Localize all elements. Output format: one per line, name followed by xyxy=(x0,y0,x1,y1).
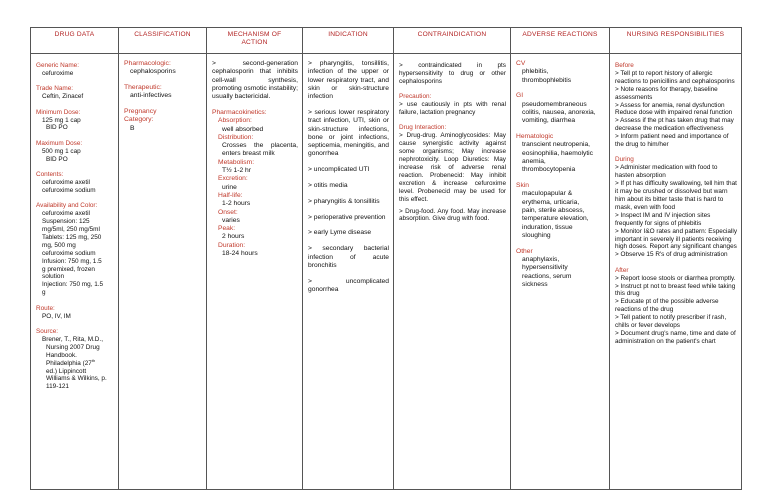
skin-line: maculopapular & xyxy=(522,190,573,198)
before-item: > Note reasons for therapy, baseline assessments xyxy=(615,85,718,101)
availability-line: Suspension: 125 xyxy=(42,218,90,226)
drug-interaction-label: Drug Interaction: xyxy=(399,124,447,132)
contents-label: Contents: xyxy=(36,171,64,179)
contraindication-cell xyxy=(394,54,511,490)
max-dose-line: BID PO xyxy=(46,155,68,163)
precaution-label: Precaution: xyxy=(399,93,432,101)
cv-line: thrombophlebitis xyxy=(522,76,572,84)
precaution-value: > use cautiously in pts with renal failure, lactation pregnancy xyxy=(399,101,506,117)
indication-cell xyxy=(303,54,394,490)
hematologic-label: Hematologic xyxy=(516,133,554,141)
excretion-label: Excretion: xyxy=(218,175,248,183)
hematologic-line: transcient neutropenia, xyxy=(522,141,591,149)
availability-line: g xyxy=(42,289,46,297)
other-line: hypersensitivity xyxy=(522,264,568,272)
availability-line: solution xyxy=(42,273,65,281)
mechanism-cell xyxy=(207,54,303,490)
absorption-label: Absorption: xyxy=(218,117,252,125)
indication-item: > uncomplicated gonorrhea xyxy=(308,277,389,293)
metabolism-value: T½ 1-2 hr xyxy=(222,167,251,175)
before-item: > Tell pt to report history of allergic reactions to penicillins and cephalosporins xyxy=(615,69,735,85)
half-life-value: 1-2 hours xyxy=(222,200,251,208)
source-line: ed.) Lippincott xyxy=(46,367,87,375)
source-edition-sup: th xyxy=(91,357,96,363)
during-item: > Administer medication with food to hasten absorption xyxy=(615,164,718,180)
skin-line: sloughing xyxy=(522,231,551,239)
availability-line: cefuroxime sodium xyxy=(42,249,96,257)
gi-line: vomiting, diarrhea xyxy=(522,117,576,125)
after-item: > Report loose stools or diarrhea promptly. xyxy=(615,274,736,282)
onset-label: Onset: xyxy=(218,208,238,216)
gi-label: GI xyxy=(516,92,524,100)
other-label: Other xyxy=(516,247,533,255)
header-row xyxy=(31,28,742,54)
source-edition: Philadelphia (27 xyxy=(46,359,92,367)
skin-line: induration, tissue xyxy=(522,223,573,231)
after-item: > Document drug's name, time and date of administration on the patient's chart xyxy=(615,330,736,345)
generic-name-value: cefuroxime xyxy=(42,69,74,77)
mechanism-summary: > second-generation cephalosporin that inhibits cell-wall synthesis, promoting osmotic instability; usually bactericidal. xyxy=(212,60,298,101)
before-item: > Inform patient need and importance of the drug to him/her xyxy=(615,133,729,149)
therapeutic-value: anti-infectives xyxy=(130,92,172,100)
onset-value: varies xyxy=(222,216,240,224)
availability-line: Infusion: 750 mg, 1.5 xyxy=(42,257,102,265)
source-line: Nursing 2007 Drug xyxy=(46,343,100,351)
duration-label: Duration: xyxy=(218,241,246,249)
other-line: anaphylaxis, xyxy=(522,255,560,263)
indication-item: > otitis media xyxy=(308,182,348,190)
therapeutic-label: Therapeutic: xyxy=(124,84,162,92)
availability-line: Tablets: 125 mg, 250 xyxy=(42,233,102,241)
availability-line: Injection: 750 mg, 1.5 xyxy=(42,281,104,289)
max-dose-label: Maximum Dose: xyxy=(36,139,83,147)
during-item: > Observe 15 R's of drug administration xyxy=(615,251,728,259)
during-item: > Monitor I&O rates and pattern: Especially important in severely ill patients receiving high doses. Report any significant changes xyxy=(615,227,738,251)
header-indication: INDICATION xyxy=(303,28,394,54)
half-life-label: Half-life: xyxy=(218,191,243,199)
route-value: PO, IV, IM xyxy=(42,312,71,320)
adverse-reactions-cell xyxy=(511,54,610,490)
header-adverse-reactions: ADVERSE REACTIONS xyxy=(511,28,610,54)
other-line: sickness xyxy=(522,280,548,288)
hematologic-line: anemia, xyxy=(522,157,546,165)
drug-data-cell xyxy=(31,54,119,490)
drug-food-value: > Drug-food. Any food. May increase absorption. Give drug with food. xyxy=(399,207,506,223)
peak-label: Peak: xyxy=(218,225,236,233)
during-item: > Inspect IM and IV injection sites frequently for signs of phlebitis xyxy=(615,211,711,227)
skin-line: erythema, urticaria, xyxy=(522,198,580,206)
source-label: Source: xyxy=(36,327,59,335)
availability-line: mg/5ml, 250 mg/5ml xyxy=(42,226,100,233)
route-label: Route: xyxy=(36,304,55,312)
cv-line: phlebitis, xyxy=(522,68,549,76)
skin-label: Skin xyxy=(516,182,530,190)
header-drug-data: DRUG DATA xyxy=(31,28,119,54)
max-dose-line: 500 mg 1 cap xyxy=(42,147,81,155)
generic-name-label: Generic Name: xyxy=(36,62,79,69)
source-line: 119-121 xyxy=(46,383,69,391)
contraindication-intro: > contraindicated in pts hypersensitivity to drug or other cephalosporins xyxy=(399,62,506,85)
before-label: Before xyxy=(615,62,634,69)
pregnancy-label: Pregnancy xyxy=(124,108,157,116)
pregnancy-label: Category: xyxy=(124,116,154,124)
pharmacologic-value: cephalosporins xyxy=(130,68,176,76)
after-item: > Tell patient to notify prescriber if rash, chills or fever develops xyxy=(615,314,727,330)
gi-line: pseudomembraneous xyxy=(522,100,587,108)
other-line: reactions, serum xyxy=(522,272,572,280)
before-item: > Assess for anemia, renal dysfunction xyxy=(615,101,725,109)
drug-study-table xyxy=(30,27,742,490)
before-item: > Assess if the pt has taken drug that may decrease the medication effectiveness xyxy=(615,117,734,133)
indication-item: > secondary bacterial infection of acute bronchitis xyxy=(308,245,389,269)
header-nursing-responsibilities: NURSING RESPONSIBILITIES xyxy=(610,28,742,54)
pregnancy-value: B xyxy=(130,124,135,132)
metabolism-label: Metabolism: xyxy=(218,158,255,166)
source-line xyxy=(36,357,114,368)
source-line: Brener, T., Rita, M.D., xyxy=(42,335,103,343)
indication-item: > pharyngitis & tonsillitis xyxy=(308,197,380,205)
source-line: Handbook. xyxy=(46,351,77,359)
availability-line: mg, 500 mg xyxy=(42,241,76,249)
distribution-value: Crosses the placenta, enters breast milk xyxy=(222,142,298,158)
before-item: Reduce dose with impaired renal function xyxy=(615,109,733,117)
hematologic-line: eosinophilia, haemolytic xyxy=(522,149,594,157)
header-contraindication: CONTRAINDICATION xyxy=(394,28,511,54)
drug-interaction-value: > Drug-drug. Aminoglycosides: May cause synergistic activity against some organisms; May increase nephrotoxicity. Loop Diuretics: May increase risk of adverse renal reaction. Probenecid: May inhibit excretion & increase cefuroxime level. Probenecid may be used for this effect. xyxy=(399,132,506,203)
cv-label: CV xyxy=(516,60,526,67)
min-dose-line: BID PO xyxy=(46,124,68,132)
availability-line: g premixed, frozen xyxy=(42,265,95,273)
indication-item: > uncomplicated UTI xyxy=(308,166,370,174)
distribution-label: Distribution: xyxy=(218,133,254,141)
peak-value: 2 hours xyxy=(222,233,245,241)
source-line: Williams & Wilkins, p. xyxy=(46,375,107,383)
during-label: During xyxy=(615,156,634,164)
availability-line: cefuroxime axetil xyxy=(42,210,90,218)
contents-line: cefuroxime sodium xyxy=(42,186,96,194)
trade-name-value: Ceftin, Zinacef xyxy=(42,93,84,101)
excretion-value: urine xyxy=(222,183,237,191)
header-mechanism: MECHANISM OF ACTION xyxy=(207,28,303,54)
after-item: > Instruct pt not to breast feed while taking this drug xyxy=(615,282,736,298)
pharmacokinetics-label: Pharmacokinetics: xyxy=(212,108,267,116)
after-label: After xyxy=(615,266,629,274)
after-item: > Educate pt of the possible adverse reactions of the drug xyxy=(615,298,719,314)
skin-line: pain, sterile abscess, xyxy=(522,206,585,214)
min-dose-line: 125 mg 1 cap xyxy=(42,116,81,124)
classification-cell xyxy=(119,54,207,490)
header-classification: CLASSIFICATION xyxy=(119,28,207,54)
duration-value: 18-24 hours xyxy=(222,250,258,258)
nursing-cell xyxy=(610,54,742,490)
skin-line: temperature elevation, xyxy=(522,215,589,223)
trade-name-label: Trade Name: xyxy=(36,85,74,93)
contents-line: cefuroxime axetil xyxy=(42,178,90,186)
indication-item: > serious lower respiratory tract infection, UTI, skin or skin-structure infections, bone or joint infections, septicemia, meningitis, and gonorrhea xyxy=(308,108,389,158)
content-row xyxy=(31,54,742,490)
hematologic-line: thrombocytopenia xyxy=(522,166,576,174)
min-dose-label: Minimum Dose: xyxy=(36,108,81,116)
gi-line: colitis, nausea, anorexia, xyxy=(522,108,596,116)
indication-item: > perioperative prevention xyxy=(308,213,386,221)
availability-label: Availability and Color: xyxy=(36,202,98,210)
indication-item: > pharyngitis, tonsillitis, infection of the upper or lower respiratory tract, and skin or skin-structure infection xyxy=(308,60,389,101)
indication-item: > early Lyme disease xyxy=(308,229,372,237)
absorption-value: well absorbed xyxy=(222,125,264,133)
during-item: > If pt has difficulty swallowing, tell him that it may be crushed or dissolved but warn him about its bitter taste that is hard to mask, even with food xyxy=(615,180,737,211)
pharmacologic-label: Pharmacologic: xyxy=(124,60,171,67)
